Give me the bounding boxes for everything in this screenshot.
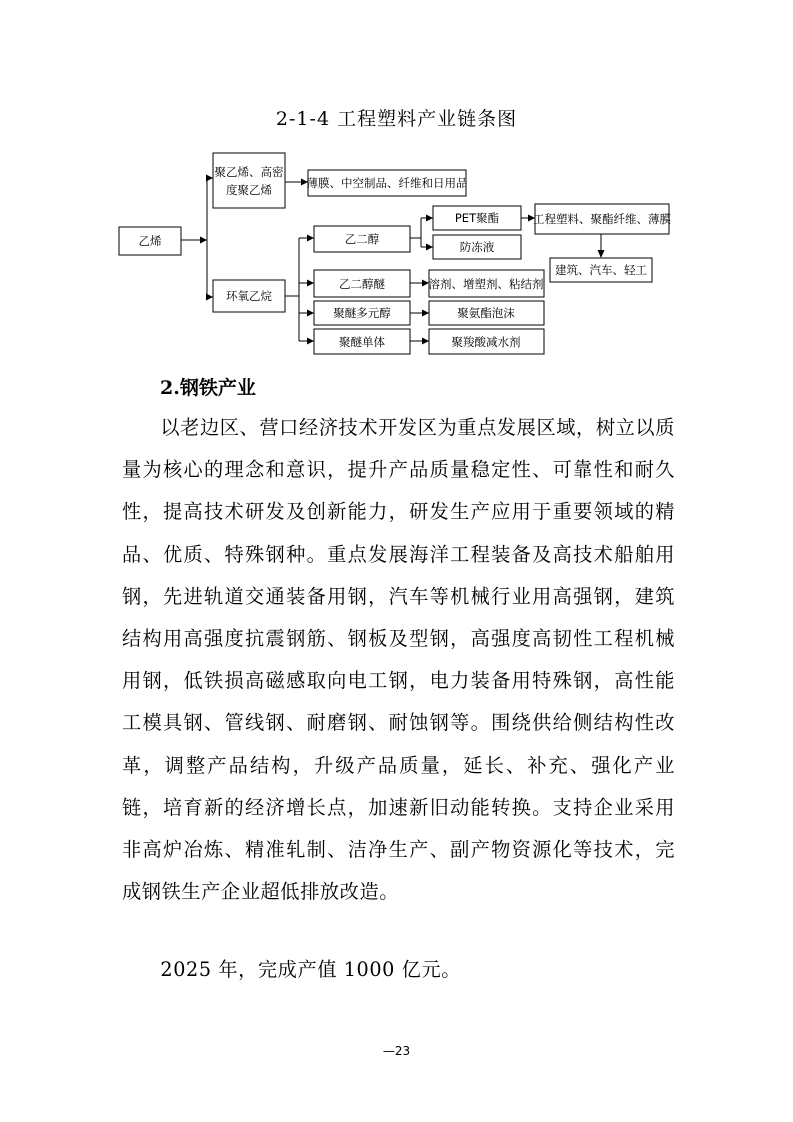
- page-number: —23: [382, 1044, 411, 1058]
- svg-text:度聚乙烯: 度聚乙烯: [226, 183, 272, 197]
- node-antifreeze: [433, 235, 521, 259]
- body-paragraph: 以老边区、营口经济技术开发区为重点发展区域，树立以质量为核心的理念和意识，提升产品质量稳定性、可靠性和耐久性，提高技术研发及创新能力，研发生产应用于重要领域的精品、优质、特殊钢种。重点发展海洋工程装备及高技术船舶用钢，先进轨道交通装备用钢，汽车等机械行业用高强钢，建筑结构用高强度抗震钢筋、钢板及型钢，高强度高韧性工程机械用钢，低铁损高磁感取向电工钢，电力装备用特殊钢，高性能工模具钢、管线钢、耐磨钢、耐蚀钢等。围绕供给侧结构性改革，调整产品结构，升级产品质量，延长、补充、强化产业链，培育新的经济增长点，加速新旧动能转换。支持企业采用非高炉冶炼、精准轧制、洁净生产、副产物资源化等技术，完成钢铁生产企业超低排放改造。: [122, 416, 675, 904]
- node-solvents: [429, 270, 545, 297]
- node-construction: [550, 258, 652, 282]
- node-water-reducer: [429, 329, 544, 354]
- svg-text:薄膜、中空制品、纤维和日用品: 薄膜、中空制品、纤维和日用品: [306, 176, 468, 190]
- node-ethylene: [119, 227, 181, 255]
- node-film-products: [307, 170, 468, 196]
- section-heading: 2.钢铁产业: [160, 377, 256, 399]
- industry-chain-diagram: [0, 0, 793, 380]
- node-polyether-polyol: [314, 301, 410, 325]
- node-pu-foam: [429, 301, 544, 325]
- svg-text:乙二醇醚: 乙二醇醚: [339, 277, 385, 291]
- node-polyether-monomer: [314, 329, 410, 354]
- svg-text:聚羧酸减水剂: 聚羧酸减水剂: [451, 335, 521, 349]
- node-ethylene-oxide: [213, 280, 285, 312]
- svg-text:溶剂、增塑剂、粘结剂: 溶剂、增塑剂、粘结剂: [428, 277, 544, 291]
- svg-text:PET聚酯: PET聚酯: [454, 211, 500, 225]
- node-ethylene-glycol: [314, 226, 410, 252]
- figure-title: 2-1-4 工程塑料产业链条图: [275, 108, 518, 130]
- svg-text:聚氨酯泡沫: 聚氨酯泡沫: [457, 306, 515, 320]
- node-engineering-plastics: [533, 204, 671, 234]
- svg-text:聚醚多元醇: 聚醚多元醇: [333, 306, 391, 320]
- node-pet: [433, 206, 521, 230]
- node-glycol-ether: [314, 270, 410, 297]
- output-value-paragraph: 2025 年，完成产值 1000 亿元。: [160, 958, 462, 981]
- svg-text:乙烯: 乙烯: [138, 234, 162, 248]
- svg-text:聚乙烯、高密: 聚乙烯、高密: [214, 165, 284, 179]
- node-polyethylene: [213, 153, 285, 208]
- svg-text:防冻液: 防冻液: [459, 240, 495, 254]
- svg-text:聚醚单体: 聚醚单体: [339, 335, 385, 349]
- svg-text:环氧乙烷: 环氧乙烷: [226, 289, 272, 303]
- svg-text:工程塑料、聚酯纤维、薄膜: 工程塑料、聚酯纤维、薄膜: [533, 212, 671, 226]
- svg-text:建筑、汽车、轻工: 建筑、汽车、轻工: [555, 263, 647, 277]
- svg-text:乙二醇: 乙二醇: [344, 232, 380, 246]
